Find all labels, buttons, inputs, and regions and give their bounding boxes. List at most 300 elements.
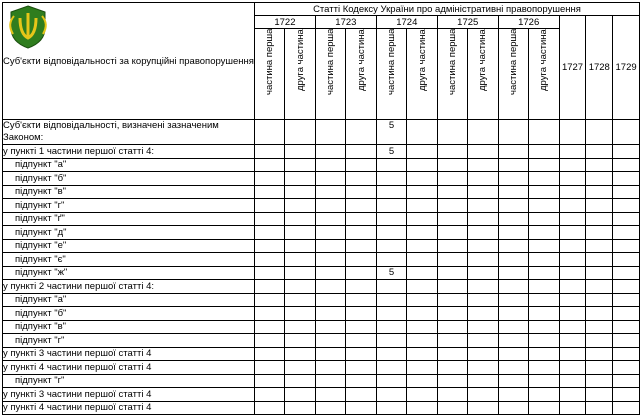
cell	[613, 347, 640, 361]
cell	[315, 347, 345, 361]
cell	[559, 374, 586, 388]
cell	[586, 280, 613, 294]
cell	[437, 307, 467, 321]
table-row	[3, 185, 640, 199]
row-label: підпункт "г"	[3, 334, 255, 348]
cell	[559, 212, 586, 226]
cell	[285, 212, 315, 226]
cell	[437, 388, 467, 402]
cell	[376, 361, 406, 375]
cell	[468, 266, 498, 280]
cell	[346, 334, 376, 348]
cell	[468, 239, 498, 253]
cell	[559, 239, 586, 253]
cell	[346, 253, 376, 267]
part-label-text: частина перша	[386, 29, 398, 96]
cell	[529, 158, 559, 172]
cell	[285, 158, 315, 172]
cell	[613, 280, 640, 294]
cell	[586, 199, 613, 213]
table-row	[3, 320, 640, 334]
cell	[254, 199, 284, 213]
cell	[437, 212, 467, 226]
part-label-1724-part2	[407, 29, 437, 120]
cell	[468, 226, 498, 240]
cell	[254, 347, 284, 361]
cell	[254, 280, 284, 294]
cell	[613, 307, 640, 321]
cell	[586, 212, 613, 226]
cell	[468, 361, 498, 375]
cell	[254, 334, 284, 348]
cell	[315, 212, 345, 226]
cell	[468, 280, 498, 294]
cell	[468, 320, 498, 334]
cell	[315, 401, 345, 415]
cell	[376, 120, 406, 145]
cell	[529, 185, 559, 199]
cell	[254, 388, 284, 402]
cell	[529, 334, 559, 348]
cell	[315, 280, 345, 294]
cell	[254, 172, 284, 186]
cell	[498, 172, 528, 186]
cell	[285, 253, 315, 267]
cell	[529, 307, 559, 321]
cell	[407, 293, 437, 307]
cell	[529, 199, 559, 213]
table-row	[3, 266, 640, 280]
cell	[468, 334, 498, 348]
part-label-text: друга частина	[477, 29, 489, 91]
cell	[498, 120, 528, 145]
cell	[376, 266, 406, 280]
cell	[376, 158, 406, 172]
cell	[586, 320, 613, 334]
statute-table	[2, 2, 640, 415]
table-row	[3, 145, 640, 159]
cell	[346, 361, 376, 375]
cell	[407, 226, 437, 240]
cell	[559, 145, 586, 159]
table-row	[3, 334, 640, 348]
cell	[346, 212, 376, 226]
cell	[468, 158, 498, 172]
cell	[437, 361, 467, 375]
cell	[315, 307, 345, 321]
cell	[559, 401, 586, 415]
cell	[498, 374, 528, 388]
cell	[613, 388, 640, 402]
cell	[254, 374, 284, 388]
cell	[285, 145, 315, 159]
table-row	[3, 226, 640, 240]
article-code-1725: 1725	[437, 16, 498, 29]
cell	[586, 374, 613, 388]
cell	[498, 361, 528, 375]
part-label-text: друга частина	[355, 29, 367, 91]
cell	[468, 199, 498, 213]
cell	[468, 172, 498, 186]
cell	[613, 293, 640, 307]
table-row	[3, 212, 640, 226]
cell	[437, 334, 467, 348]
cell	[315, 361, 345, 375]
table-row	[3, 172, 640, 186]
cell	[559, 120, 586, 145]
article-code-1723: 1723	[315, 16, 376, 29]
cell	[529, 120, 559, 145]
row-label: підпункт "д"	[3, 226, 255, 240]
cell	[529, 253, 559, 267]
cell	[586, 145, 613, 159]
cell	[407, 239, 437, 253]
cell	[613, 334, 640, 348]
cell	[529, 226, 559, 240]
cell	[613, 320, 640, 334]
cell	[254, 239, 284, 253]
cell	[498, 185, 528, 199]
table-row	[3, 361, 640, 375]
cell	[254, 253, 284, 267]
part-label-text: друга частина	[294, 29, 306, 91]
cell	[254, 361, 284, 375]
cell	[468, 401, 498, 415]
cell	[376, 320, 406, 334]
cell	[315, 145, 345, 159]
cell	[529, 374, 559, 388]
table-row	[3, 280, 640, 294]
cell	[468, 347, 498, 361]
cell	[254, 185, 284, 199]
cell	[529, 145, 559, 159]
part-label-1723-part2	[346, 29, 376, 120]
row-label: у пункті 4 частини першої статті 4	[3, 361, 255, 375]
cell	[586, 347, 613, 361]
cell	[468, 145, 498, 159]
cell	[498, 307, 528, 321]
cell	[254, 307, 284, 321]
subjects-header: Суб'єкти відповідальності за корупційні правопорушення	[3, 3, 255, 120]
cell	[285, 334, 315, 348]
cell	[468, 120, 498, 145]
cell	[376, 293, 406, 307]
table-row	[3, 120, 640, 145]
cell	[498, 239, 528, 253]
cell	[285, 307, 315, 321]
table-row	[3, 239, 640, 253]
row-label: підпункт "г"	[3, 199, 255, 213]
cell	[586, 226, 613, 240]
cell	[559, 280, 586, 294]
cell	[254, 266, 284, 280]
cell	[468, 307, 498, 321]
cell	[346, 307, 376, 321]
cell	[346, 347, 376, 361]
cell	[285, 239, 315, 253]
cell-mark: 5	[388, 145, 395, 157]
row-label: підпункт "г"	[3, 374, 255, 388]
cell	[559, 266, 586, 280]
cell	[498, 199, 528, 213]
cell	[498, 388, 528, 402]
cell	[468, 185, 498, 199]
part-label-1725-part2	[468, 29, 498, 120]
cell	[613, 253, 640, 267]
cell	[529, 401, 559, 415]
cell	[407, 401, 437, 415]
cell	[315, 239, 345, 253]
cell	[559, 307, 586, 321]
cell	[498, 226, 528, 240]
cell-mark: 5	[388, 120, 395, 131]
article-code-1724: 1724	[376, 16, 437, 29]
row-label: у пункті 3 частини першої статті 4	[3, 388, 255, 402]
cell	[498, 320, 528, 334]
cell	[346, 239, 376, 253]
cell	[586, 185, 613, 199]
part-label-text: частина перша	[264, 29, 276, 96]
cell	[346, 145, 376, 159]
cell	[285, 199, 315, 213]
cell	[613, 239, 640, 253]
cell	[559, 334, 586, 348]
cell	[254, 212, 284, 226]
cell	[559, 347, 586, 361]
cell	[498, 347, 528, 361]
cell	[407, 212, 437, 226]
cell	[407, 266, 437, 280]
cell	[376, 374, 406, 388]
table-row	[3, 401, 640, 415]
cell	[315, 320, 345, 334]
row-label: підпункт "б"	[3, 172, 255, 186]
cell	[529, 388, 559, 402]
row-label: підпункт "в"	[3, 320, 255, 334]
cell	[498, 293, 528, 307]
cell	[586, 361, 613, 375]
cell	[586, 172, 613, 186]
part-label-1724-part1	[376, 29, 406, 120]
cell	[376, 347, 406, 361]
cell	[285, 172, 315, 186]
cell	[498, 212, 528, 226]
table-row	[3, 374, 640, 388]
cell	[529, 347, 559, 361]
cell	[376, 145, 406, 159]
cell	[346, 199, 376, 213]
cell	[586, 239, 613, 253]
cell	[529, 293, 559, 307]
cell	[559, 172, 586, 186]
row-label: підпункт "є"	[3, 253, 255, 267]
cell	[407, 185, 437, 199]
cell	[437, 347, 467, 361]
cell	[586, 158, 613, 172]
article-code-1722: 1722	[254, 16, 315, 29]
cell	[346, 158, 376, 172]
cell	[613, 226, 640, 240]
cell	[437, 253, 467, 267]
cell	[559, 158, 586, 172]
cell	[529, 320, 559, 334]
article-code-1726: 1726	[498, 16, 559, 29]
cell	[529, 361, 559, 375]
row-label: підпункт "е"	[3, 239, 255, 253]
cell	[346, 401, 376, 415]
cell	[468, 293, 498, 307]
cell	[559, 388, 586, 402]
cell	[586, 401, 613, 415]
cell	[346, 320, 376, 334]
cell	[407, 374, 437, 388]
cell	[315, 334, 345, 348]
table-row	[3, 307, 640, 321]
cell	[613, 401, 640, 415]
cell	[315, 388, 345, 402]
table-row	[3, 253, 640, 267]
cell	[285, 374, 315, 388]
cell	[498, 266, 528, 280]
cell	[586, 266, 613, 280]
cell	[407, 199, 437, 213]
cell	[498, 401, 528, 415]
cell	[437, 239, 467, 253]
row-label: підпункт "ж"	[3, 266, 255, 280]
article-code-1727: 1727	[559, 16, 586, 120]
cell	[468, 212, 498, 226]
row-label: підпункт "а"	[3, 158, 255, 172]
cell	[498, 280, 528, 294]
cell	[407, 172, 437, 186]
cell	[376, 334, 406, 348]
cell	[559, 226, 586, 240]
part-label-1726-part2	[529, 29, 559, 120]
cell	[613, 361, 640, 375]
cell	[285, 280, 315, 294]
part-label-text: частина перша	[507, 29, 519, 96]
cell	[376, 226, 406, 240]
cell	[376, 172, 406, 186]
cell	[586, 120, 613, 145]
cell	[254, 145, 284, 159]
cell	[468, 374, 498, 388]
cell	[437, 226, 467, 240]
cell	[613, 212, 640, 226]
cell	[559, 293, 586, 307]
cell	[613, 172, 640, 186]
cell	[613, 266, 640, 280]
cell	[346, 185, 376, 199]
cell	[285, 120, 315, 145]
part-label-text: частина перша	[447, 29, 458, 96]
cell	[376, 401, 406, 415]
cell	[586, 334, 613, 348]
cell	[407, 158, 437, 172]
cell	[437, 120, 467, 145]
cell	[437, 158, 467, 172]
part-label-1726-part1	[498, 29, 528, 120]
cell	[437, 199, 467, 213]
cell	[437, 185, 467, 199]
cell	[498, 334, 528, 348]
cell	[437, 280, 467, 294]
cell	[285, 226, 315, 240]
cell	[407, 361, 437, 375]
cell	[254, 120, 284, 145]
cell	[285, 347, 315, 361]
cell	[437, 293, 467, 307]
cell	[529, 172, 559, 186]
cell	[437, 266, 467, 280]
cell	[437, 401, 467, 415]
part-label-1722-part1	[254, 29, 284, 120]
cell	[376, 388, 406, 402]
cell	[613, 120, 640, 145]
cell	[376, 212, 406, 226]
cell	[315, 172, 345, 186]
cell-mark: 5	[388, 267, 395, 279]
table-title: Статті Кодексу України про адміністративні правопорушення	[254, 3, 639, 16]
cell	[407, 388, 437, 402]
cell	[315, 226, 345, 240]
cell	[468, 388, 498, 402]
cell	[529, 239, 559, 253]
cell	[437, 145, 467, 159]
cell	[559, 253, 586, 267]
cell	[346, 388, 376, 402]
cell	[407, 307, 437, 321]
cell	[407, 334, 437, 348]
cell	[586, 307, 613, 321]
row-label: підпункт "в"	[3, 185, 255, 199]
cell	[468, 253, 498, 267]
cell	[254, 226, 284, 240]
row-label: у пункті 3 частини першої статті 4	[3, 347, 255, 361]
cell	[559, 361, 586, 375]
cell	[285, 293, 315, 307]
table-row	[3, 388, 640, 402]
part-label-1725-part1	[437, 29, 467, 120]
cell	[285, 401, 315, 415]
part-label-1723-part1	[315, 29, 345, 120]
cell	[437, 320, 467, 334]
cell	[346, 280, 376, 294]
article-code-1728: 1728	[586, 16, 613, 120]
cell	[285, 320, 315, 334]
cell	[285, 388, 315, 402]
cell	[376, 239, 406, 253]
cell	[376, 307, 406, 321]
cell	[437, 172, 467, 186]
cell	[315, 185, 345, 199]
cell	[315, 253, 345, 267]
cell	[346, 293, 376, 307]
cell	[254, 158, 284, 172]
row-label: підпункт "б"	[3, 307, 255, 321]
article-code-1729: 1729	[613, 16, 640, 120]
table-row	[3, 158, 640, 172]
cell	[529, 212, 559, 226]
cell	[407, 280, 437, 294]
cell	[613, 199, 640, 213]
cell	[315, 293, 345, 307]
row-label: у пункті 1 частини першої статті 4:	[3, 145, 255, 159]
cell	[285, 361, 315, 375]
cell	[559, 199, 586, 213]
cell	[346, 266, 376, 280]
cell	[498, 158, 528, 172]
